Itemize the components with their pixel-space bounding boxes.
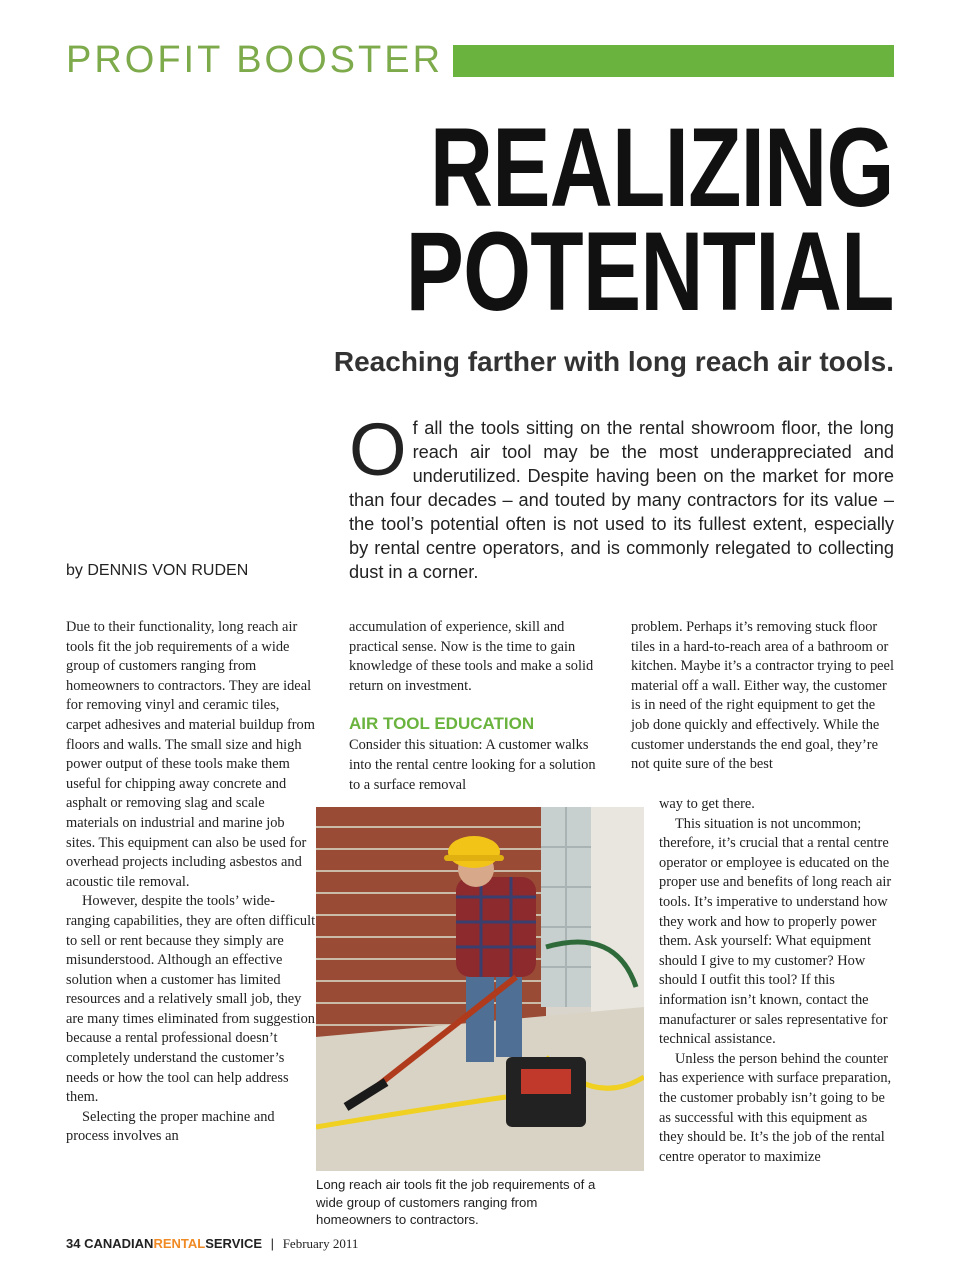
- paragraph: accumulation of experience, skill and practical sense. Now is the time to gain knowledge of these tools and make a solid return on investment.: [349, 619, 594, 694]
- column-3-bottom: [659, 795, 895, 1167]
- brand-name: [84, 1236, 262, 1251]
- brand-part: SERVICE: [205, 1236, 263, 1251]
- paragraph: Consider this situation: A customer walks into the rental centre looking for a solution to a surface removal: [349, 737, 596, 793]
- drop-cap: O: [349, 408, 407, 491]
- headline: [405, 105, 894, 334]
- brand-part-accent: RENTAL: [153, 1236, 206, 1251]
- brand-part: CANADIAN: [84, 1236, 154, 1251]
- paragraph: This situation is not uncommon; therefore, it’s crucial that a rental centre operator or employee is educated on the proper use and benefits of long reach air tools. It’s imperative to understand how they work and how to properly power them. Ask yourself: What equipment should I give to my customer? How should I outfit this tool? If this information isn’t known, contact the manufacturer or sales representative for technical assistance.: [659, 815, 892, 1048]
- page-number: 34: [66, 1236, 81, 1251]
- paragraph: Selecting the proper machine and process involves an: [66, 1108, 275, 1145]
- paragraph: problem. Perhaps it’s removing stuck floor tiles in a hard-to-reach area of a bathroom or kitchen. Maybe it’s a contractor trying to peel material off a wall. Either way, the customer is in need of the right equipment to get the job done quickly and effectively. While the customer understands the end goal, they’re not quite sure of the best: [631, 619, 894, 773]
- headline-line-2: POTENTIAL: [405, 209, 894, 334]
- column-3-top: [631, 618, 895, 775]
- section-bar: [453, 45, 894, 77]
- byline: by DENNIS VON RUDEN: [66, 562, 249, 579]
- issue-date: February 2011: [282, 1236, 359, 1251]
- headline-line-1: REALIZING: [430, 105, 894, 230]
- paragraph: However, despite the tools’ wide-ranging capabilities, they are often difficult to sell or rent because they simply are misunderstood. Although an effective solution when a customer has limited resources and a relatively small job, they are many times eliminated from suggestion because a rental professional doesn’t completely understand the customer’s needs or how the tool can help address them.: [66, 893, 316, 1106]
- photo-caption: Long reach air tools fit the job requirements of a wide group of customers ranging from homeowners to contractors.: [316, 1177, 596, 1228]
- page-footer: [66, 1236, 358, 1252]
- paragraph: way to get there.: [659, 796, 755, 812]
- intro-text: f all the tools sitting on the rental showroom floor, the long reach air tool may be the most underappreciated and underutilized. Despite having been on the market for more than four decades – and touted by many contractors for its value – the tool’s potential often is not used to its fullest extent, especially by rental centre operators, and is commonly relegated to collecting dust in a corner.: [349, 418, 894, 582]
- paragraph: Unless the person behind the counter has experience with surface preparation, the customer probably isn’t going to be as successful with this equipment as they should be. It’s the job of the rental centre operator to maximize: [659, 1050, 892, 1165]
- subheadline: Reaching farther with long reach air tools.: [333, 346, 894, 377]
- section-heading: AIR TOOL EDUCATION: [349, 714, 535, 734]
- column-2: [349, 618, 607, 795]
- section-label: PROFIT BOOSTER: [66, 39, 444, 81]
- column-1: [66, 618, 316, 1147]
- worker-with-air-tool-photo: [316, 807, 644, 1171]
- intro-paragraph: [349, 408, 894, 584]
- paragraph: Due to their functionality, long reach air tools fit the job requirements of a wide group of customers ranging from homeowners to contractors. They are ideal for removing vinyl and ceramic tiles, carpet adhesives and material buildup from floors and walls. The small size and high power output of these tools make them useful for chipping away concrete and asphalt or removing slag and scale materials on industrial and marine job sites. This equipment can also be used for overhead projects including asbestos and acoustic tile removal.: [66, 619, 315, 890]
- footer-separator: |: [270, 1236, 275, 1251]
